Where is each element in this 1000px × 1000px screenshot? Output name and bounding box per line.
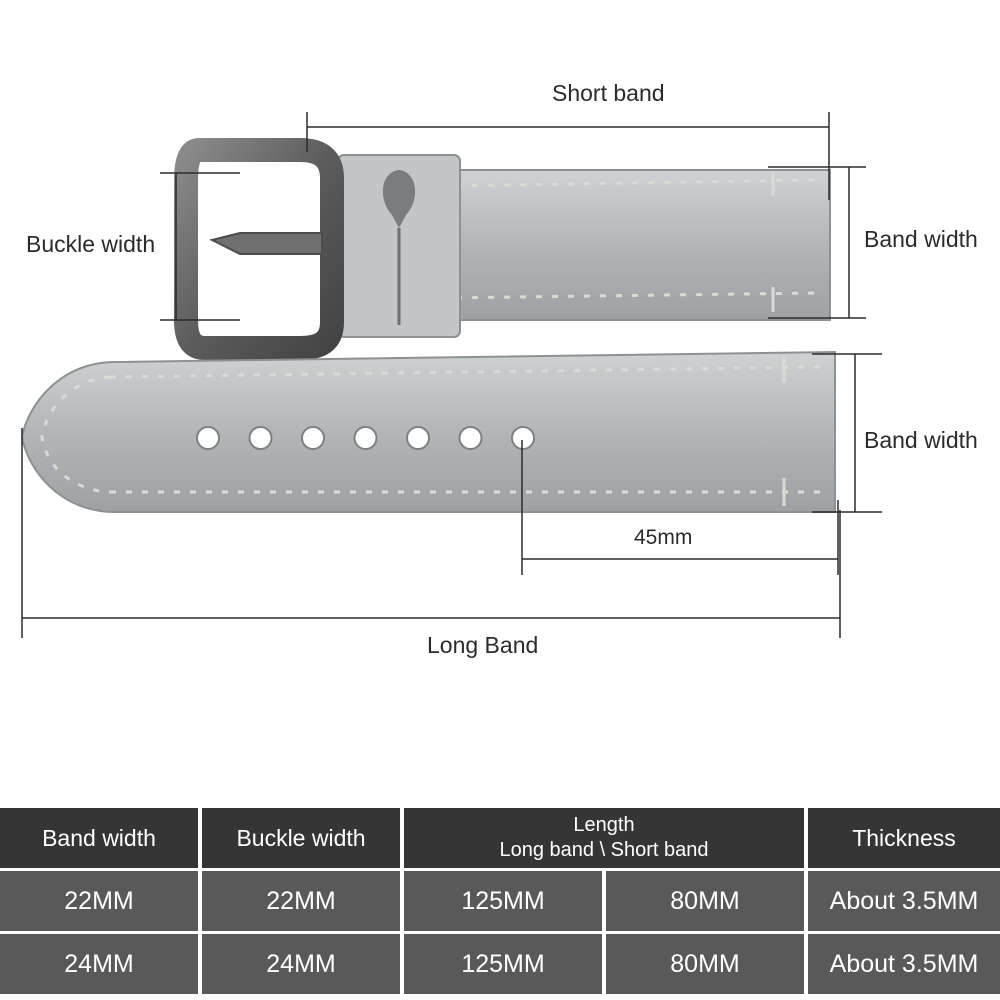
table-cell: 22MM: [0, 871, 198, 931]
strap-hole: [512, 427, 534, 449]
table-cell: 22MM: [202, 871, 400, 931]
buckle-width-label: Buckle width: [26, 231, 156, 257]
header-buckle-width: Buckle width: [202, 808, 400, 868]
table-cell: About 3.5MM: [808, 871, 1000, 931]
table-cell: About 3.5MM: [808, 934, 1000, 994]
buckle-pin: [212, 233, 322, 254]
short-band: [430, 170, 830, 320]
header-length-sub: Long band \ Short band: [499, 839, 709, 861]
header-length-title: Length: [573, 814, 635, 836]
buckle: [186, 150, 332, 348]
table-cell: 80MM: [606, 934, 804, 994]
table-cell: 125MM: [404, 871, 602, 931]
strap-hole: [355, 427, 377, 449]
strap-hole: [197, 427, 219, 449]
spec-table: [0, 808, 1000, 1000]
band-width-label-bottom: Band width: [864, 427, 978, 453]
strap-hole: [302, 427, 324, 449]
header-length: [404, 808, 804, 868]
short-band-label: Short band: [552, 80, 665, 106]
keeper-loop: [338, 155, 460, 337]
table-cell: 80MM: [606, 871, 804, 931]
band-width-label-top: Band width: [864, 226, 978, 252]
strap-hole: [407, 427, 429, 449]
table-cell: 24MM: [202, 934, 400, 994]
long-band: [22, 352, 835, 512]
hole-distance-label: 45mm: [634, 526, 693, 549]
header-thickness: Thickness: [808, 808, 1000, 868]
table-cell: 24MM: [0, 934, 198, 994]
header-band-width: Band width: [0, 808, 198, 868]
long-band-label: Long Band: [427, 632, 539, 658]
table-cell: 125MM: [404, 934, 602, 994]
strap-hole: [460, 427, 482, 449]
strap-hole: [250, 427, 272, 449]
